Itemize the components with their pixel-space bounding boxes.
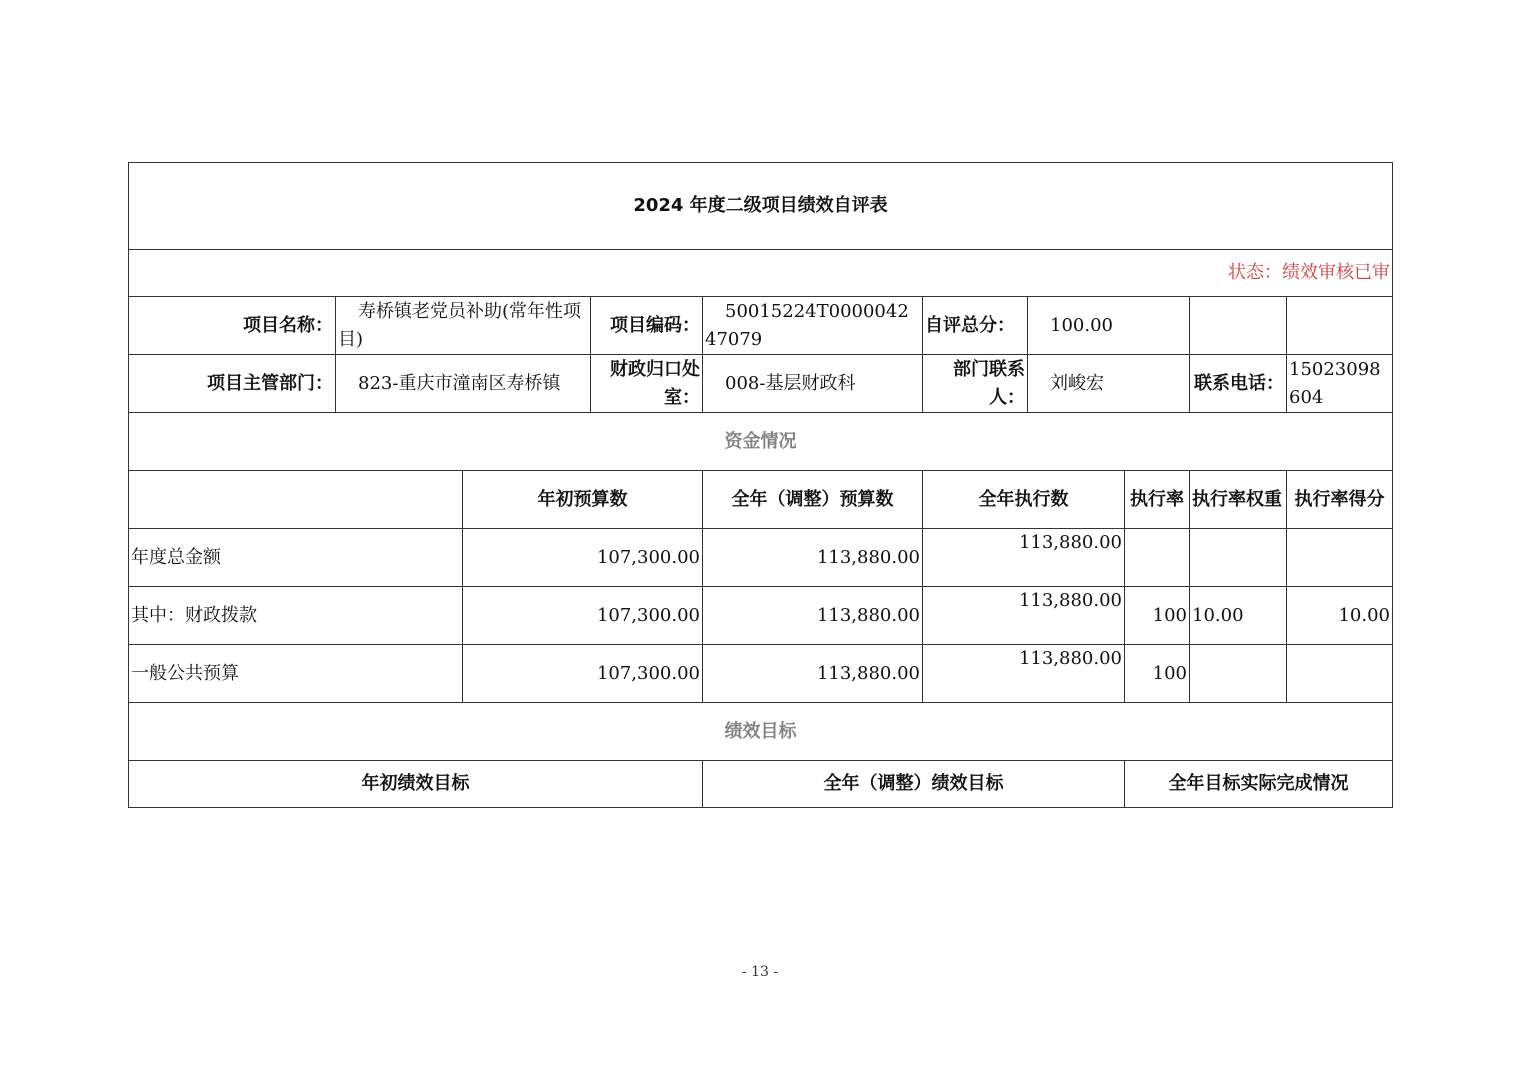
funds-section-title: 资金情况: [129, 413, 1393, 471]
funds-header-executed: 全年执行数: [923, 471, 1125, 529]
goals-header-initial: 年初绩效目标: [129, 761, 703, 808]
initial-budget: 107,300.00: [463, 587, 703, 645]
empty-cell: [1287, 297, 1393, 355]
dept-value: 823-重庆市潼南区寿桥镇: [336, 355, 591, 413]
self-score-value: 100.00: [1028, 297, 1190, 355]
executed-amount: 113,880.00: [923, 587, 1125, 645]
row-label: 一般公共预算: [129, 645, 463, 703]
project-code-value: 50015224T000004247079: [703, 297, 923, 355]
row-label: 其中：财政拨款: [129, 587, 463, 645]
funds-header-score: 执行率得分: [1287, 471, 1393, 529]
project-name-value: 寿桥镇老党员补助(常年性项目): [336, 297, 591, 355]
rate-score: [1287, 645, 1393, 703]
table-row: [129, 645, 1393, 703]
page-number: - 13 -: [741, 964, 779, 980]
funds-header-adjusted: 全年（调整）预算数: [703, 471, 923, 529]
execution-rate: 100: [1125, 645, 1190, 703]
rate-weight: [1190, 529, 1287, 587]
finance-dept-value: 008-基层财政科: [703, 355, 923, 413]
rate-score: [1287, 529, 1393, 587]
funds-header-rate: 执行率: [1125, 471, 1190, 529]
self-score-label: 自评总分：: [923, 297, 1028, 355]
executed-amount: 113,880.00: [923, 529, 1125, 587]
empty-cell: [1190, 297, 1287, 355]
phone-label: 联系电话：: [1190, 355, 1287, 413]
finance-dept-label: 财政归口处室：: [591, 355, 703, 413]
dept-label: 项目主管部门：: [129, 355, 336, 413]
execution-rate: 100: [1125, 587, 1190, 645]
rate-weight: 10.00: [1190, 587, 1287, 645]
initial-budget: 107,300.00: [463, 529, 703, 587]
project-name-label: 项目名称：: [129, 297, 336, 355]
executed-amount: 113,880.00: [923, 645, 1125, 703]
funds-header-weight: 执行率权重: [1190, 471, 1287, 529]
contact-value: 刘峻宏: [1028, 355, 1190, 413]
table-row: [129, 587, 1393, 645]
contact-label: 部门联系人：: [923, 355, 1028, 413]
initial-budget: 107,300.00: [463, 645, 703, 703]
table-row: [129, 529, 1393, 587]
phone-value: 15023098604: [1287, 355, 1393, 413]
status-badge: 状态：绩效审核已审: [129, 250, 1393, 297]
page-title: 2024 年度二级项目绩效自评表: [129, 163, 1393, 250]
goals-section-title: 绩效目标: [129, 703, 1393, 761]
funds-header-blank: [129, 471, 463, 529]
adjusted-budget: 113,880.00: [703, 529, 923, 587]
goals-header-actual: 全年目标实际完成情况: [1125, 761, 1393, 808]
goals-header-adjusted: 全年（调整）绩效目标: [703, 761, 1125, 808]
execution-rate: [1125, 529, 1190, 587]
rate-weight: [1190, 645, 1287, 703]
performance-evaluation-table: [128, 162, 1393, 808]
adjusted-budget: 113,880.00: [703, 645, 923, 703]
project-code-label: 项目编码：: [591, 297, 703, 355]
row-label: 年度总金额: [129, 529, 463, 587]
adjusted-budget: 113,880.00: [703, 587, 923, 645]
rate-score: 10.00: [1287, 587, 1393, 645]
funds-header-initial: 年初预算数: [463, 471, 703, 529]
